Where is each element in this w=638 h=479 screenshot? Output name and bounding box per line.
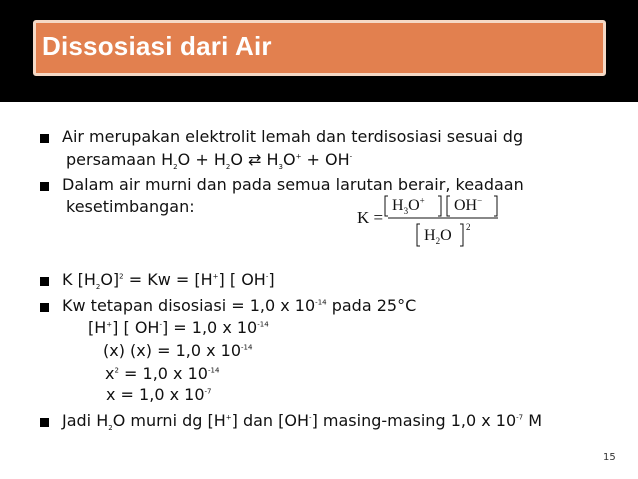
- bullet-1-line-2: persamaan $H_2O + H_2O$ ⇄ $H_3O^+ + OH^-$: [66, 150, 353, 172]
- equation-denominator-exponent: 2: [466, 222, 471, 232]
- derivation-line-3: $x^2 = 1,0$ x $10^{-14}$: [105, 364, 220, 383]
- bracket-right: [438, 196, 441, 216]
- bullet-square-icon: [40, 277, 49, 286]
- derivation-line-1: [H+] [ OH-] = 1,0 x $10^{-14}$: [88, 318, 269, 337]
- equation-numerator-2: OH−: [454, 195, 483, 214]
- equation-denominator: $H_2O$: [424, 227, 452, 247]
- equation-numerator-1: $H_3O^+$: [392, 195, 425, 217]
- bullet-square-icon: [40, 134, 49, 143]
- derivation-line-2: (x) (x) = 1,0 x $10^{-14}$: [103, 341, 253, 360]
- bracket-left: [385, 196, 388, 216]
- bullet-4-line: Kw tetapan disosiasi = 1,0 x $10^{-14}$ pada 25°C: [62, 296, 417, 315]
- bullet-square-icon: [40, 182, 49, 191]
- page-number: 15: [603, 452, 616, 463]
- bracket-right: [460, 224, 463, 246]
- derivation-line-4: x = 1,0 x $10^{-7}$: [106, 385, 212, 404]
- bracket-right: [494, 196, 497, 216]
- bracket-left: [447, 196, 450, 216]
- bullet-1-line-1: Air merupakan elektrolit lemah dan terdisosiasi sesuai dg: [62, 127, 524, 146]
- equation-lhs: K =: [357, 208, 384, 227]
- bullet-square-icon: [40, 418, 49, 427]
- bracket-left: [417, 224, 420, 246]
- bullet-2-line-2: kesetimbangan:: [66, 197, 195, 216]
- bullet-5-line: Jadi $H_2O$ murni dg [H+] dan [OH-] masing-masing 1,0 x $10^{-7}$ M: [62, 411, 543, 433]
- bullet-square-icon: [40, 303, 49, 312]
- slide-title: Dissosiasi dari Air: [42, 31, 272, 61]
- bullet-2-line-1: Dalam air murni dan pada semua larutan berair, keadaan: [62, 175, 524, 194]
- bullet-3-line: K $[H_2O]^2 = Kw = [H^+]$ [ OH-]: [62, 270, 275, 292]
